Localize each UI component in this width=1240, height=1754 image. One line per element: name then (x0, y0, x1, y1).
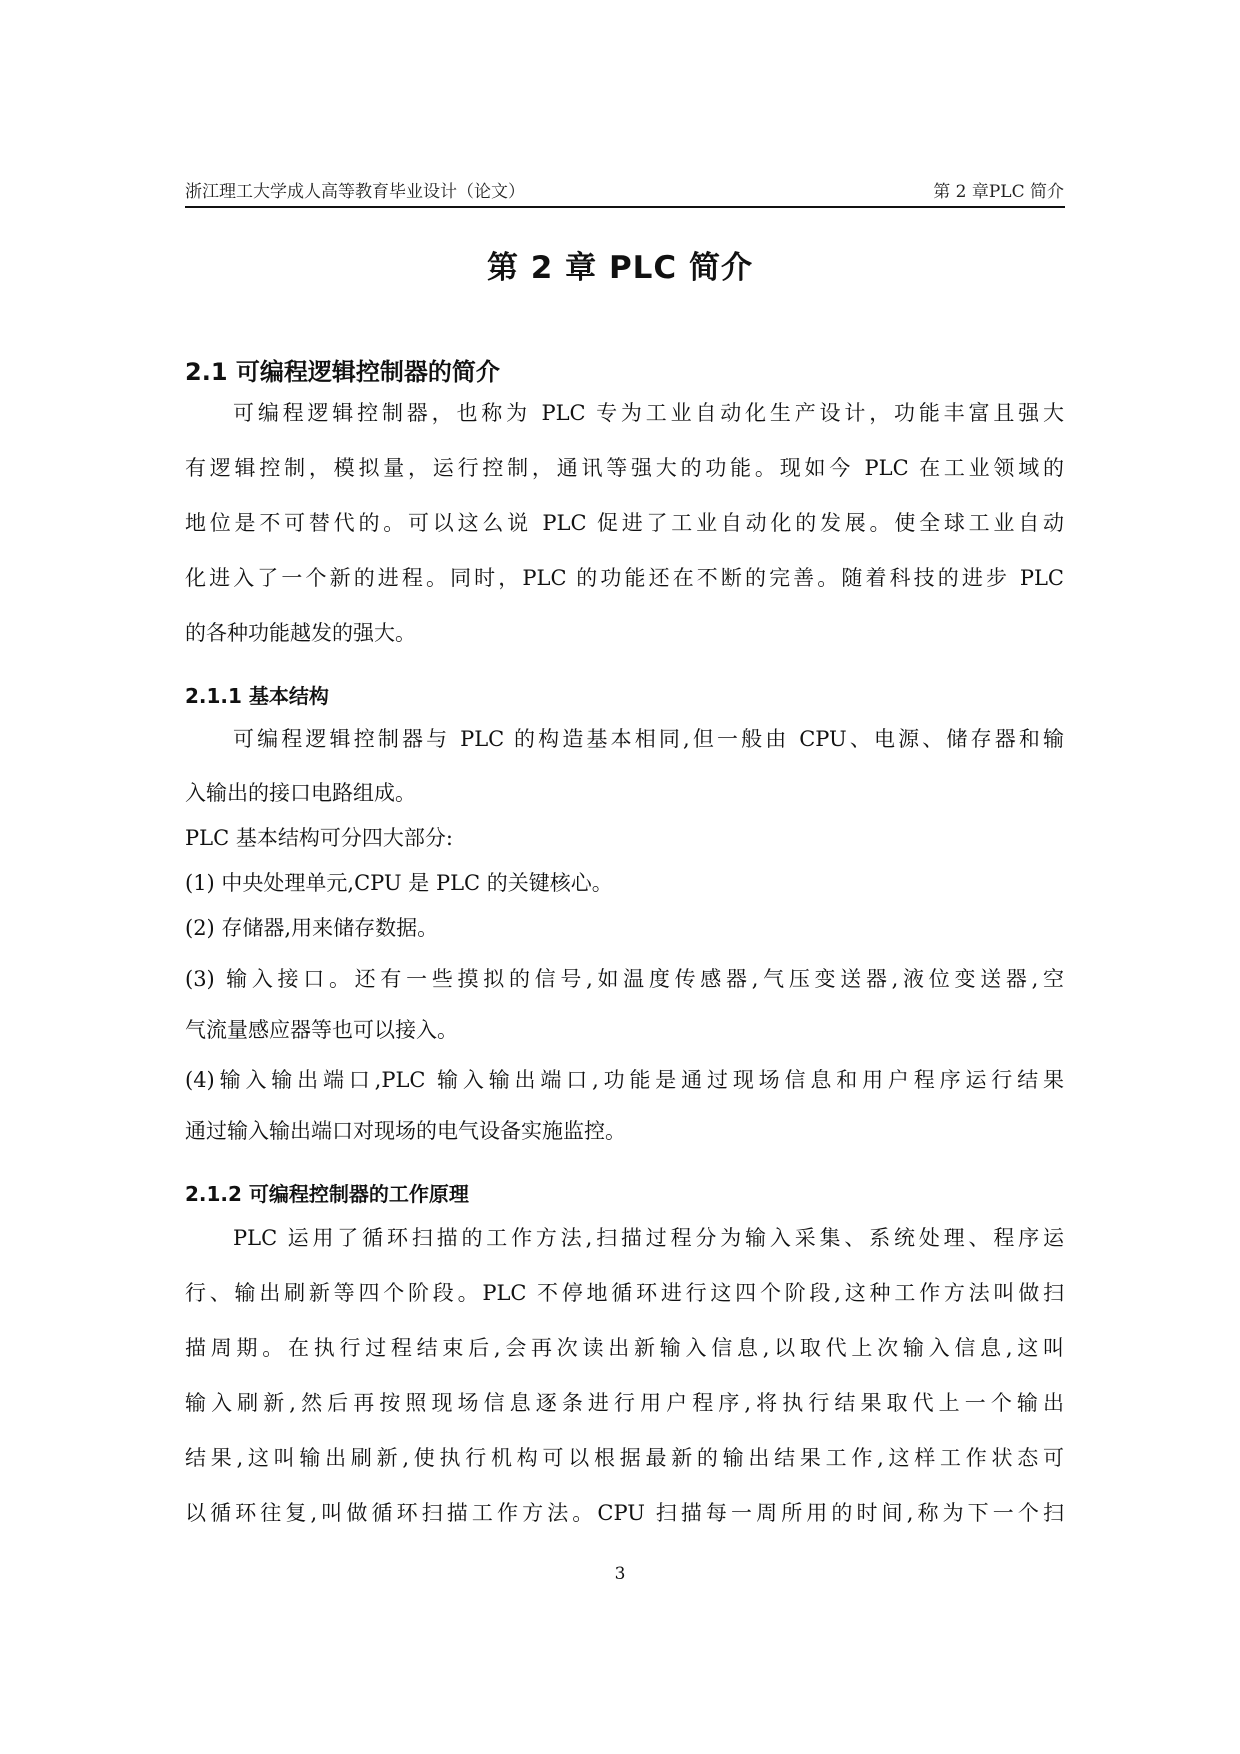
paragraph-line: 的各种功能越发的强大。 (185, 621, 416, 645)
page-number: 3 (614, 1564, 626, 1584)
header-university-title: 浙江理工大学成人高等教育毕业设计（论文） (185, 182, 525, 202)
paragraph-line: 输入刷新,然后再按照现场信息逐条进行用户程序,将执行结果取代上一个输出 (185, 1391, 1064, 1415)
paragraph-line: 入输出的接口电路组成。 (185, 781, 416, 805)
paragraph-line: 结果,这叫输出刷新,使执行机构可以根据最新的输出结果工作,这样工作状态可 (185, 1446, 1064, 1470)
paragraph-line: 有逻辑控制，模拟量，运行控制，通讯等强大的功能。现如今 PLC 在工业领域的 (185, 456, 1064, 480)
paragraph-line: PLC 运用了循环扫描的工作方法,扫描过程分为输入采集、系统处理、程序运 (233, 1226, 1064, 1250)
paragraph-line: 化进入了一个新的进程。同时，PLC 的功能还在不断的完善。随着科技的进步 PLC (185, 566, 1064, 590)
paragraph-line: 以循环往复,叫做循环扫描工作方法。CPU 扫描每一周所用的时间,称为下一个扫 (185, 1501, 1064, 1525)
header-divider (185, 206, 1065, 208)
paragraph-line: 地位是不可替代的。可以这么说 PLC 促进了工业自动化的发展。使全球工业自动 (185, 511, 1064, 535)
list-item-2: (2) 存储器,用来储存数据。 (185, 916, 439, 940)
list-item-1: (1) 中央处理单元,CPU 是 PLC 的关键核心。 (185, 871, 613, 895)
section-heading-2-1-2: 2.1.2 可编程控制器的工作原理 (185, 1182, 469, 1206)
list-item-4: (4)输入输出端口,PLC 输入输出端口,功能是通过现场信息和用户程序运行结果 (185, 1068, 1064, 1092)
header-chapter-label: 第 2 章PLC 简介 (933, 182, 1064, 202)
list-intro: PLC 基本结构可分四大部分: (185, 826, 453, 850)
section-heading-2-1: 2.1 可编程逻辑控制器的简介 (185, 358, 500, 386)
list-item-3-cont: 气流量感应器等也可以接入。 (185, 1018, 458, 1042)
chapter-title: 第 2 章 PLC 简介 (487, 250, 753, 286)
section-heading-2-1-1: 2.1.1 基本结构 (185, 684, 329, 708)
paragraph-line: 描周期。在执行过程结束后,会再次读出新输入信息,以取代上次输入信息,这叫 (185, 1336, 1064, 1360)
paragraph-line: 可编程逻辑控制器，也称为 PLC 专为工业自动化生产设计，功能丰富且强大 (233, 401, 1064, 425)
list-item-4-cont: 通过输入输出端口对现场的电气设备实施监控。 (185, 1119, 626, 1143)
paragraph-line: 行、输出刷新等四个阶段。PLC 不停地循环进行这四个阶段,这种工作方法叫做扫 (185, 1281, 1064, 1305)
list-item-3: (3) 输入接口。还有一些摸拟的信号,如温度传感器,气压变送器,液位变送器,空 (185, 967, 1064, 991)
paragraph-line: 可编程逻辑控制器与 PLC 的构造基本相同,但一般由 CPU、电源、储存器和输 (233, 727, 1064, 751)
running-header (185, 178, 1064, 206)
